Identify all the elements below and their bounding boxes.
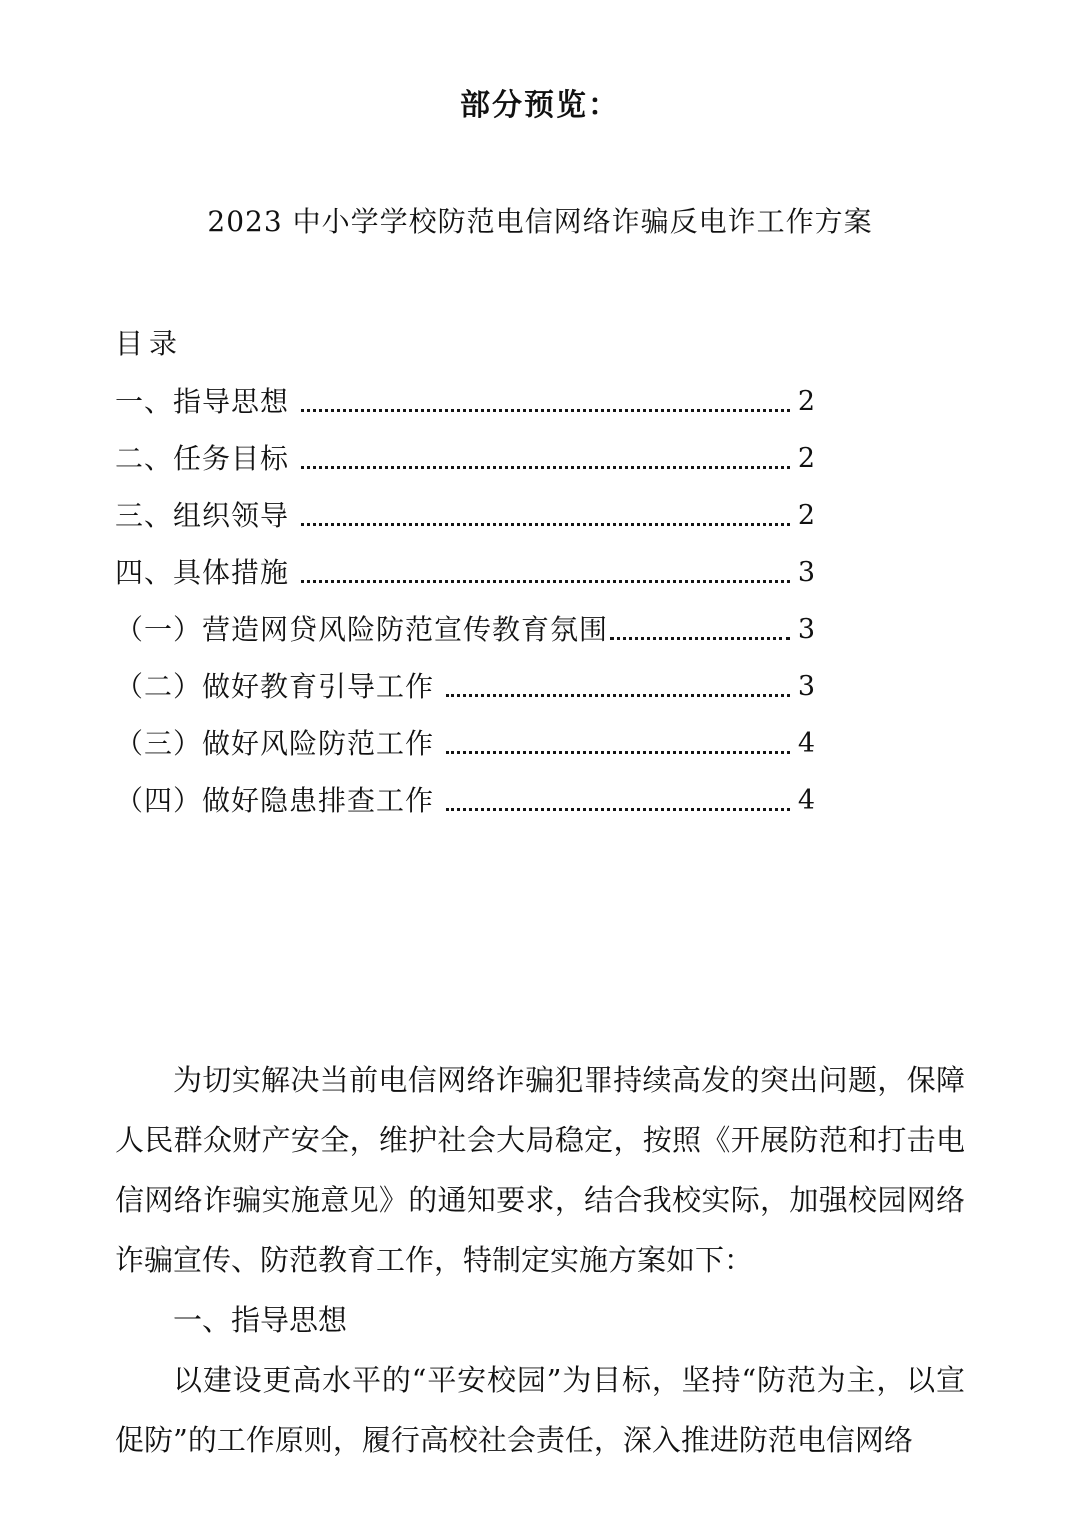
document-title: 2023 中小学学校防范电信网络诈骗反电诈工作方案 bbox=[207, 205, 873, 238]
body-paragraph: 以建设更高水平的“平安校园”为目标，坚持“防范为主，以宣促防”的工作原则，履行高校社会责任，深入推进防范电信网络 bbox=[115, 1363, 965, 1457]
toc-entry-label: （四）做好隐患排查工作 bbox=[115, 784, 435, 817]
toc-entry-label: （一）营造网贷风险防范宣传教育氛围 bbox=[115, 613, 609, 646]
toc-page-number: 4 bbox=[797, 728, 815, 759]
toc-dot-leader bbox=[446, 808, 790, 811]
toc-entry bbox=[115, 535, 815, 592]
toc-dot-leader bbox=[301, 409, 790, 412]
toc-dot-leader bbox=[446, 751, 790, 754]
toc-entry bbox=[115, 478, 815, 535]
toc-entry-label: （二）做好教育引导工作 bbox=[115, 670, 435, 703]
toc-entry bbox=[115, 364, 815, 421]
toc-entry-label: 三、组织领导 bbox=[115, 499, 290, 532]
toc-entry-label: 一、指导思想 bbox=[115, 385, 290, 418]
toc-entry-label: 二、任务目标 bbox=[115, 442, 290, 475]
toc-page-number: 3 bbox=[797, 614, 815, 645]
toc-page-number: 2 bbox=[797, 500, 815, 531]
document-body bbox=[115, 1050, 965, 1470]
toc-entry-label: （三）做好风险防范工作 bbox=[115, 727, 435, 760]
toc-dot-leader bbox=[301, 580, 790, 583]
toc-entry-label: 四、具体措施 bbox=[115, 556, 290, 589]
toc-page-number: 3 bbox=[797, 671, 815, 702]
toc-entry bbox=[115, 592, 815, 649]
toc-entry bbox=[115, 763, 815, 820]
toc-page-number: 3 bbox=[797, 557, 815, 588]
toc-dot-leader bbox=[446, 694, 790, 697]
toc-page-number: 2 bbox=[797, 443, 815, 474]
toc-page-number: 4 bbox=[797, 785, 815, 816]
toc-dot-leader bbox=[301, 466, 790, 469]
toc-dot-leader bbox=[301, 523, 790, 526]
toc-entry bbox=[115, 706, 815, 763]
toc-dot-leader bbox=[610, 637, 790, 640]
body-paragraph: 为切实解决当前电信网络诈骗犯罪持续高发的突出问题，保障人民群众财产安全，维护社会大局稳定，按照《开展防范和打击电信网络诈骗实施意见》的通知要求，结合我校实际，加强校园网络诈骗宣传、防范教育工作，特制定实施方案如下： bbox=[115, 1063, 965, 1277]
table-of-contents bbox=[115, 324, 815, 820]
toc-page-number: 2 bbox=[797, 386, 815, 417]
toc-entry bbox=[115, 421, 815, 478]
preview-label: 部分预览： bbox=[460, 88, 620, 123]
toc-heading: 目录 bbox=[115, 327, 184, 360]
toc-entry bbox=[115, 649, 815, 706]
section-heading: 一、指导思想 bbox=[173, 1303, 348, 1337]
